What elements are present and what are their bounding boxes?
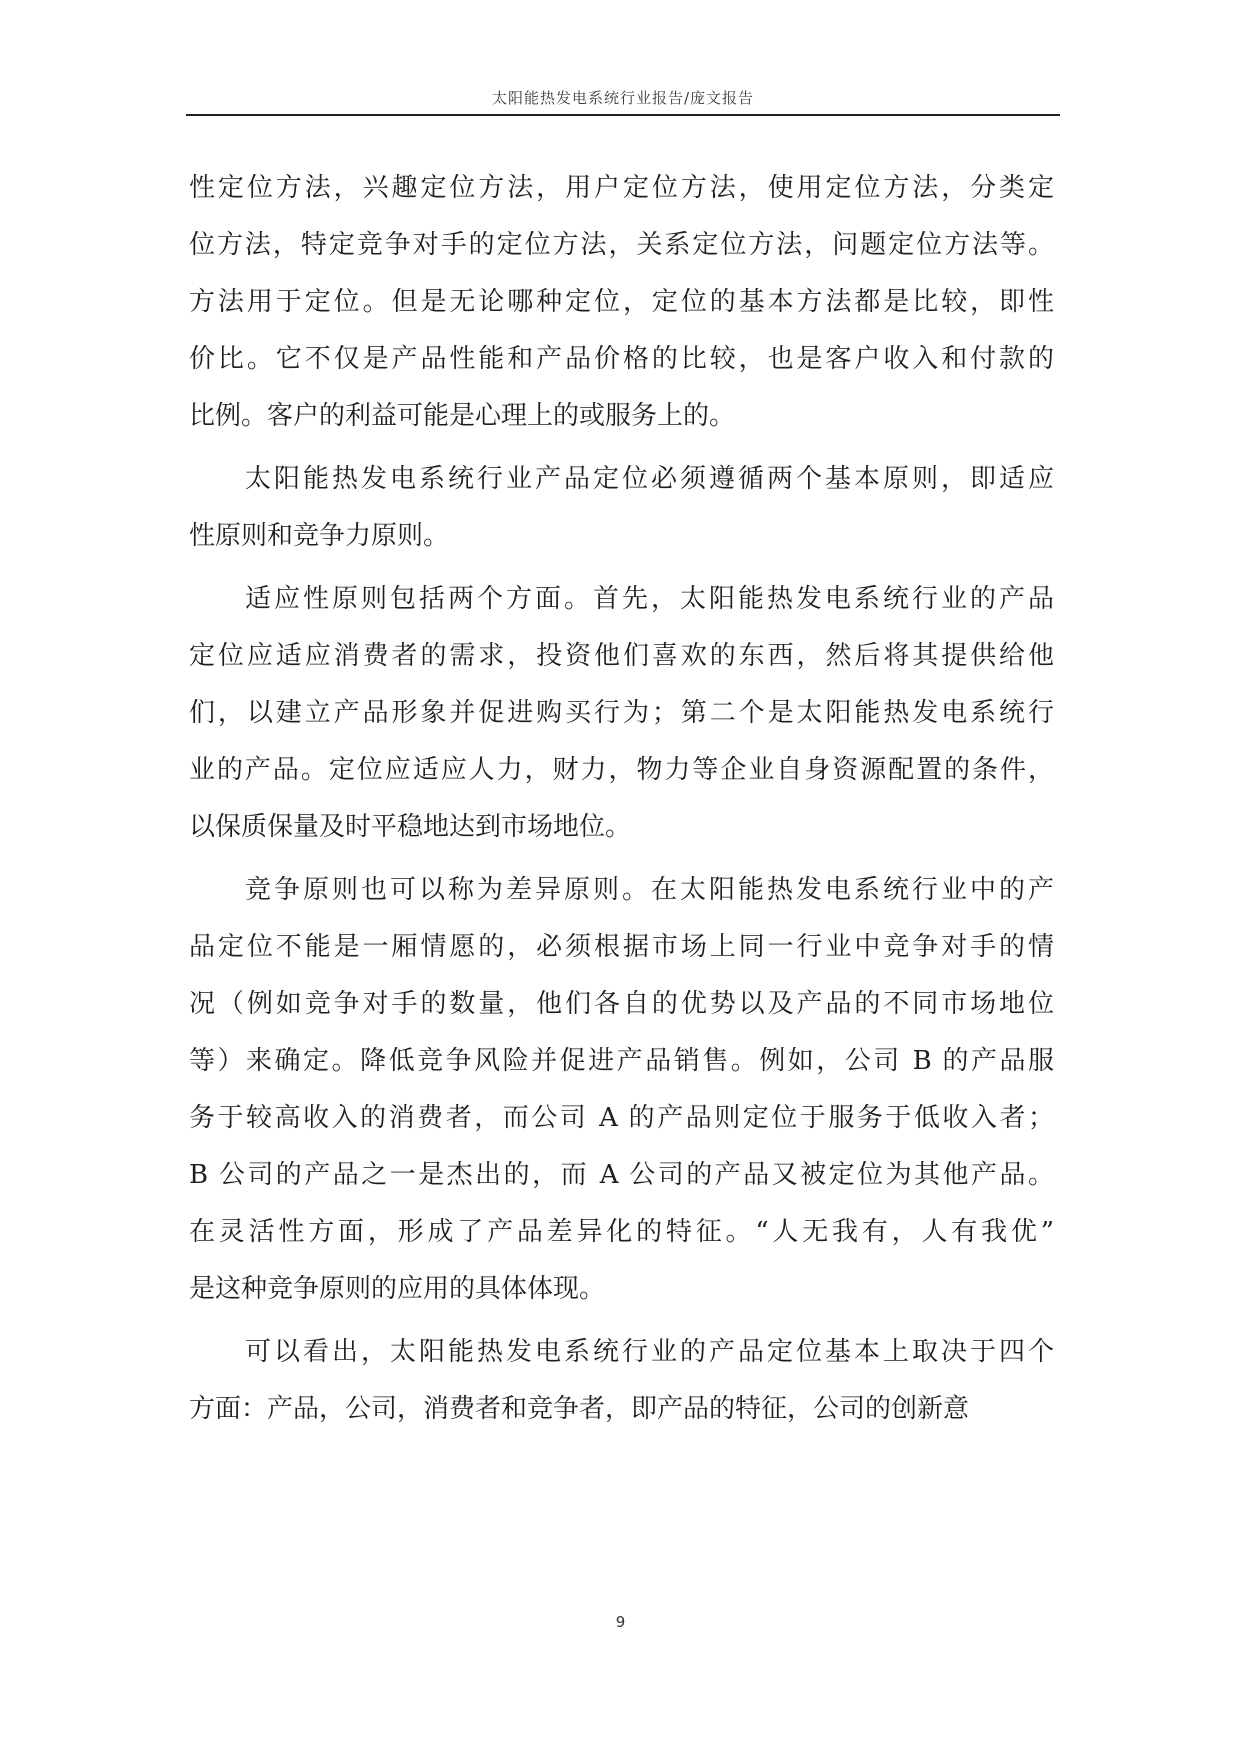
text-line: B 公司的产品之一是杰出的，而 A 公司的产品又被定位为其他产品。: [189, 1160, 1054, 1190]
text-line: 在灵活性方面，形成了产品差异化的特征。“人无我有，人有我优”: [189, 1217, 1054, 1247]
paragraph: [189, 571, 1054, 856]
paragraph: [189, 862, 1054, 1318]
text-line: 可以看出，太阳能热发电系统行业的产品定位基本上取决于四个: [245, 1337, 1054, 1367]
text-line: 太阳能热发电系统行业产品定位必须遵循两个基本原则，即适应: [245, 464, 1054, 494]
text-line: 等）来确定。降低竞争风险并促进产品销售。例如，公司 B 的产品服: [189, 1046, 1054, 1076]
header-divider: [186, 114, 1060, 116]
paragraph: [189, 451, 1054, 565]
text-line: 方法用于定位。但是无论哪种定位，定位的基本方法都是比较，即性: [189, 287, 1054, 317]
text-line: 比例。客户的利益可能是心理上的或服务上的。: [189, 401, 736, 431]
page-number: 9: [615, 1613, 626, 1631]
text-line: 业的产品。定位应适应人力，财力，物力等企业自身资源配置的条件，: [189, 755, 1054, 785]
text-line: 竞争原则也可以称为差异原则。在太阳能热发电系统行业中的产: [245, 875, 1054, 905]
text-line: 适应性原则包括两个方面。首先，太阳能热发电系统行业的产品: [245, 584, 1054, 614]
document-body: [189, 160, 1054, 1444]
text-line: 位方法，特定竞争对手的定位方法，关系定位方法，问题定位方法等。: [189, 230, 1054, 260]
text-line: 性原则和竞争力原则。: [189, 521, 450, 551]
page-header: [186, 87, 1060, 117]
text-line: 品定位不能是一厢情愿的，必须根据市场上同一行业中竞争对手的情: [189, 932, 1054, 962]
text-line: 性定位方法，兴趣定位方法，用户定位方法，使用定位方法，分类定: [189, 173, 1054, 203]
text-line: 方面：产品，公司，消费者和竞争者，即产品的特征，公司的创新意: [189, 1394, 970, 1424]
header-title: 太阳能热发电系统行业报告/庞文报告: [491, 89, 755, 107]
text-line: 况（例如竞争对手的数量，他们各自的优势以及产品的不同市场地位: [189, 989, 1054, 1019]
text-line: 价比。它不仅是产品性能和产品价格的比较，也是客户收入和付款的: [189, 344, 1054, 374]
text-line: 以保质保量及时平稳地达到市场地位。: [189, 812, 632, 842]
text-line: 定位应适应消费者的需求，投资他们喜欢的东西，然后将其提供给他: [189, 641, 1054, 671]
paragraph: [189, 1324, 1054, 1438]
text-line: 是这种竞争原则的应用的具体体现。: [189, 1274, 606, 1304]
text-line: 们，以建立产品形象并促进购买行为；第二个是太阳能热发电系统行: [189, 698, 1054, 728]
paragraph: [189, 160, 1054, 445]
text-line: 务于较高收入的消费者，而公司 A 的产品则定位于服务于低收入者；: [189, 1103, 1054, 1133]
